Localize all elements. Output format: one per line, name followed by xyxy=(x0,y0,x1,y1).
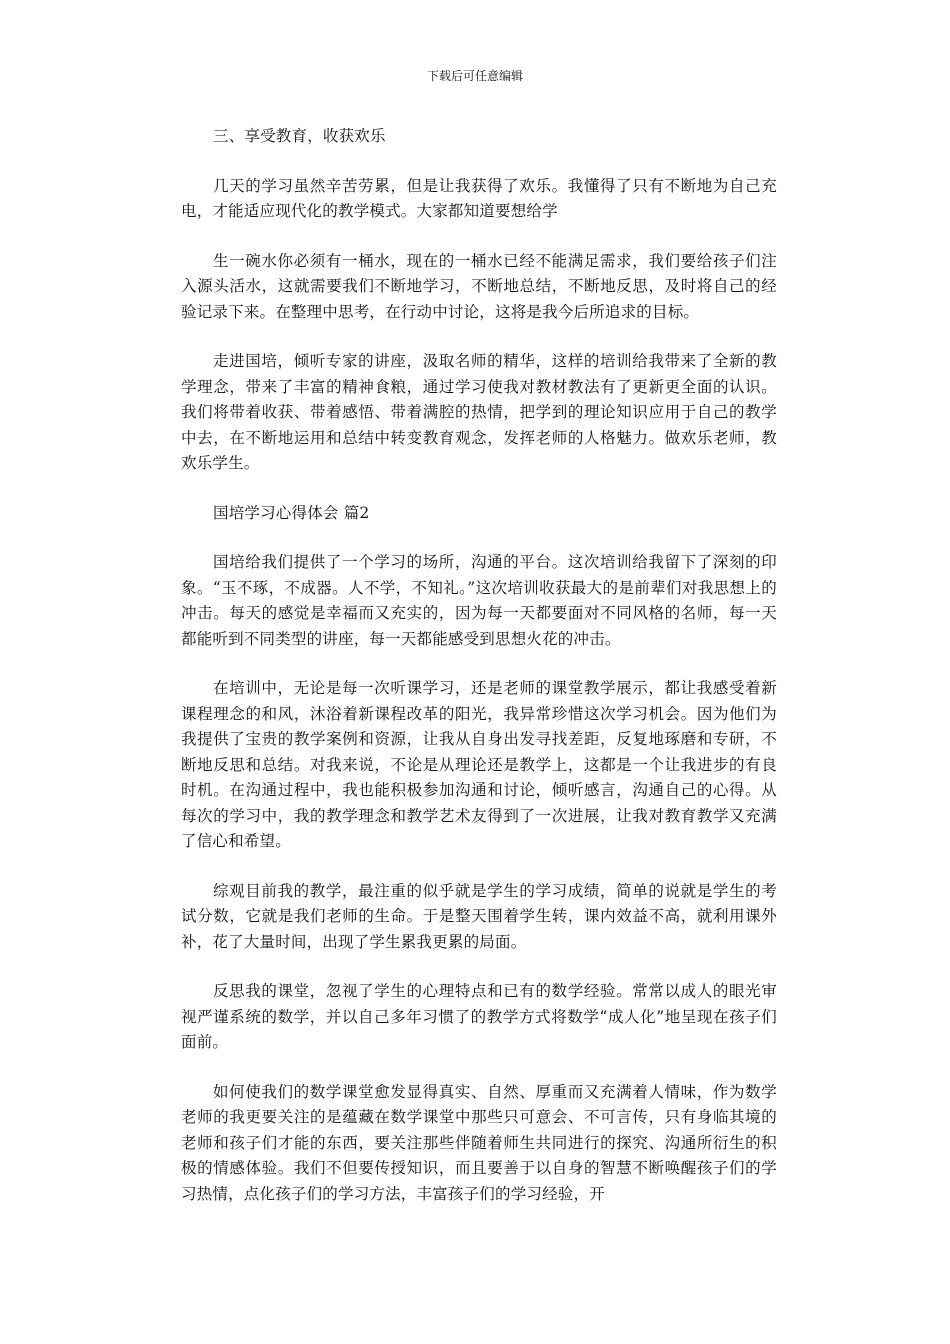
paragraph-7: 反思我的课堂，忽视了学生的心理特点和已有的数学经验。常常以成人的眼光审视严谨系统的数学，并以自己多年习惯了的教学方式将数学“成人化”地呈现在孩子们面前。 xyxy=(181,982,777,1051)
page-header: 下载后可任意编辑 xyxy=(426,69,523,83)
paragraph-1: 几天的学习虽然辛苦劳累，但是让我获得了欢乐。我懂得了只有不断地为自己充电，才能适应现代化的教学模式。大家都知道要想给学 xyxy=(181,176,777,220)
section-heading: 三、享受教育，收获欢乐 xyxy=(213,127,386,145)
paragraph-6: 综观目前我的教学，最注重的似乎就是学生的学习成绩，简单的说就是学生的考试分数，它就是我们老师的生命。于是整天围着学生转，课内效益不高，就利用课外补，花了大量时间，出现了学生累我更累的局面。 xyxy=(181,881,777,951)
paragraph-5: 在培训中，无论是每一次听课学习，还是老师的课堂教学展示，都让我感受着新课程理念的和风，沐浴着新课程改革的阳光，我异常珍惜这次学习机会。因为他们为我提供了宝贵的教学案例和资源，让我从自身出发寻找差距，反复地琢磨和专研，不断地反思和总结。对我来说，不论是从理论还是教学上，这都是一个让我进步的有良时机。在沟通过程中，我也能积极参加沟通和讨论，倾听感言，沟通自己的心得。从每次的学习中，我的教学理念和教学艺术友得到了一次进展，让我对教育教学又充满了信心和希望。 xyxy=(181,679,777,850)
paragraph-3: 走进国培，倾听专家的讲座，汲取名师的精华，这样的培训给我带来了全新的教学理念，带来了丰富的精神食粮，通过学习使我对教材教法有了更新更全面的认识。我们将带着收获、带着感悟、带着满腔的热情，把学到的理论知识应用于自己的教学中去，在不断地运用和总结中转变教育观念，发挥老师的人格魅力。做欢乐老师，教欢乐学生。 xyxy=(181,352,777,472)
paragraph-2: 生一碗水你必须有一桶水，现在的一桶水已经不能满足需求，我们要给孩子们注入源头活水，这就需要我们不断地学习，不断地总结，不断地反思，及时将自己的经验记录下来。在整理中思考，在行动中讨论，这将是我今后所追求的目标。 xyxy=(181,251,777,321)
document-body xyxy=(181,124,777,1231)
article-title: 国培学习心得体会 篇2 xyxy=(213,503,370,522)
paragraph-8: 如何使我们的数学课堂愈发显得真实、自然、厚重而又充满着人情味，作为数学老师的我更要关注的是蕴藏在数学课堂中那些只可意会、不可言传，只有身临其境的老师和孩子们才能的东西，要关注那些伴随着师生共同进行的探究、沟通所衍生的积极的情感体验。我们不但要传授知识，而且要善于以自身的智慧不断唤醒孩子们的学习热情，点化孩子们的学习方法，丰富孩子们的学习经验，开 xyxy=(181,1082,777,1203)
paragraph-4: 国培给我们提供了一个学习的场所，沟通的平台。这次培训给我留下了深刻的印象。“玉不琢，不成器。人不学，不知礼。”这次培训收获最大的是前辈们对我思想上的冲击。每天的感觉是幸福而又充实的，因为每一天都要面对不同风格的名师，每一天都能听到不同类型的讲座，每一天都能感受到思想火花的冲击。 xyxy=(181,553,777,648)
